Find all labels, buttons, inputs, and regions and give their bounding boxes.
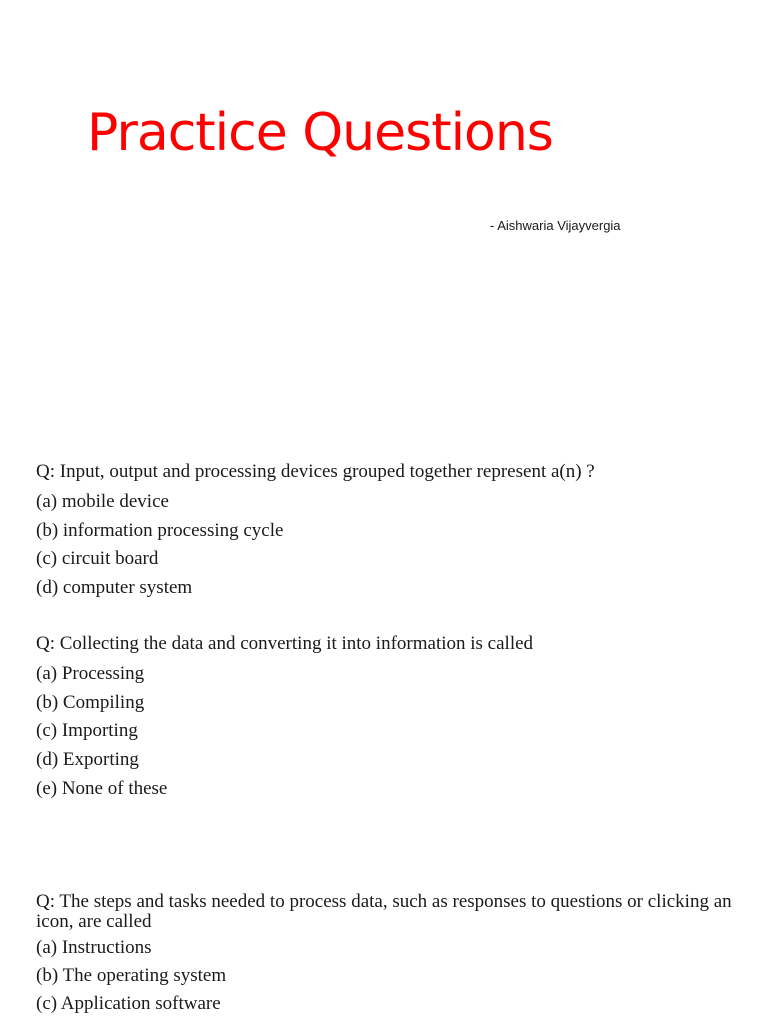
question-1-option-b: (b) information processing cycle [36, 519, 284, 541]
question-2-text: Q: Collecting the data and converting it into information is called [36, 633, 534, 654]
question-3 [36, 892, 736, 1020]
question-2-option-e: (e) None of these [36, 777, 168, 799]
question-2-option-a: (a) Processing [36, 663, 145, 684]
question-2-option-c: (c) Importing [36, 720, 138, 742]
question-1-option-d: (d) computer system [36, 577, 193, 599]
question-3-option-b: (b) The operating system [36, 965, 227, 986]
question-1-option-a: (a) mobile device [36, 491, 169, 512]
question-3-option-c: (c) Application software [36, 993, 221, 1014]
question-1 [36, 460, 736, 604]
question-3-text: Q: The steps and tasks needed to process data, such as responses to questions or clicking an icon, are called [36, 891, 732, 932]
question-2-option-b: (b) Compiling [36, 691, 145, 713]
question-3-option-a: (a) Instructions [36, 937, 152, 958]
question-2-option-d: (d) Exporting [36, 749, 139, 771]
page-title: Practice Questions [87, 103, 553, 163]
author-credit: - Aishwaria Vijayvergia [490, 218, 621, 233]
question-2 [36, 632, 736, 804]
question-1-option-c: (c) circuit board [36, 548, 159, 570]
question-1-text: Q: Input, output and processing devices grouped together represent a(n) ? [36, 461, 595, 482]
